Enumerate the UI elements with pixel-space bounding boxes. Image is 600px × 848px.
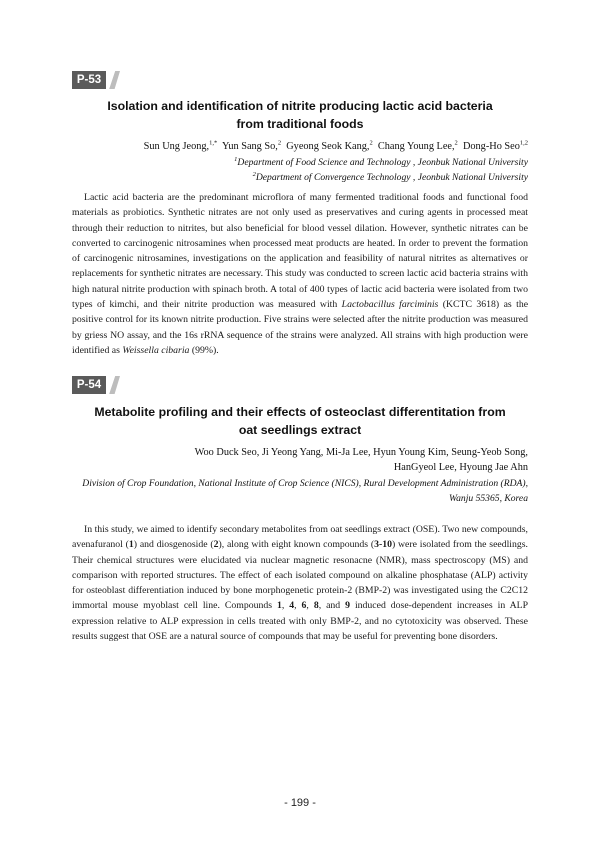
abstract-body-p53: [72, 190, 528, 358]
abstract-text: ) were isolated from the seedlings. Their chemical structures were elucidated via nuclear magnetic resonacne (NMR), mass spectroscopy (MS) and comparison with reported structures. The effect of each isolated compound on alkaline phosphatase (ALP) activity for osteoblast differentiation induced by bone morphogenetic protein-2 (BMP-2) was investigated using the C2C12 immortal mouse myoblast cell line. Compounds: [72, 539, 528, 612]
author-affil-sup: 1,2: [519, 139, 528, 147]
author-name: Gyeong Seok Kang,: [286, 141, 370, 152]
compound-number: 1: [128, 539, 134, 551]
affiliation-list-p54: [82, 476, 528, 506]
abstract-text: In this study, we aimed to identify secondary metabolites from oat seedlings extract (OSE). Two new compounds, avenafuranol (: [72, 524, 528, 551]
author-name: Sun Ung Jeong,: [143, 141, 210, 152]
abstract-text: Lactic acid bacteria are the predominant microflora of many fermented traditional foods and functional food materials as probiotics. Synthetic nitrates are not only used as preservatives and curing agents in processed meat through their reduction to nitrites, but also beneficial for blood vessel dilation. However, synthetic nitrates can be converted to carcinogenic nitrosamines when processed meat products are heated. In order to prevent the formation of carcinogenic nitrosamines, investigations on the application and feasibility of natural nitrites as alternatives or replacements for synthetic nitrates are necessary. This study was conducted to screen lactic acid bacteria strains with high natural nitrite production with spinach broth. A total of 400 types of lactic acid bacteria were isolated from two types of kimchi, and their nitrite production was measured with: [72, 192, 528, 311]
tag-stripe-decoration: [108, 376, 120, 394]
abstract-body-p54: [72, 522, 528, 644]
affiliation-list-p53: [234, 155, 528, 185]
page-number: - 199 -: [284, 797, 316, 809]
abstract-text: ,: [306, 600, 314, 612]
tag-label: P-54: [72, 376, 106, 394]
abstract-text: ), along with eight known compounds (: [218, 539, 375, 551]
affiliation-line: [234, 155, 528, 170]
abstract-text: ,: [294, 600, 302, 612]
abstract-text: , and: [318, 600, 346, 612]
title-line: from traditional foods: [236, 117, 364, 131]
author-list-p53: [144, 139, 528, 154]
title-line: Isolation and identification of nitrite producing lactic acid bacteria: [107, 99, 493, 113]
affiliation-line: Wanju 55365, Korea: [449, 493, 528, 504]
affiliation-text: Department of Convergence Technology , Jeonbuk National University: [255, 172, 528, 183]
author-affil-sup: 2: [454, 139, 458, 147]
abstract-title-p53: [90, 97, 510, 133]
author-name: Yun Sang So,: [222, 141, 278, 152]
author-name: Chang Young Lee,: [377, 141, 455, 152]
abstract-text: induced dose-dependent increases in ALP expression relative to ALP expression in cells treated with only BMP-2, and no cytotoxicity was observed. These results suggest that OSE are a natural source of compounds that may be useful for preventing bone disorders.: [72, 600, 529, 643]
compound-number: 6: [301, 600, 307, 612]
compound-number: 8: [313, 600, 319, 612]
affil-sup: 2: [252, 170, 256, 178]
species-name: Weissella cibaria: [122, 344, 190, 356]
compound-number: 4: [289, 600, 295, 612]
author-affil-sup: 2: [277, 139, 282, 147]
affiliation-text: Department of Food Science and Technology , Jeonbuk National University: [237, 157, 528, 168]
affil-sup: 1: [234, 155, 238, 163]
species-name: Lactobacillus farciminis: [341, 299, 439, 311]
affiliation-line: [234, 170, 528, 185]
abstract-tag-p53: [72, 71, 122, 89]
compound-number: 9: [345, 600, 350, 612]
compound-number: 2: [213, 539, 219, 551]
abstract-text: ) and diosgenoside (: [133, 539, 214, 551]
abstract-text: (KCTC 3618) as the positive control for its known nitrite production. Five strains were selected after the nitrite production was measured by griess NO assay, and the 16s rRNA sequence of the strains were analyzed. All strains with high production were identified as: [72, 299, 529, 356]
abstract-text: (99%).: [189, 344, 219, 356]
compound-number: 1: [276, 600, 282, 612]
abstract-title-p54: [90, 403, 510, 439]
author-line: Woo Duck Seo, Ji Yeong Yang, Mi-Ja Lee, Hyun Young Kim, Seung-Yeob Song,: [194, 447, 528, 458]
title-line: Metabolite profiling and their effects of osteoclast differentitation from: [94, 405, 506, 419]
tag-label: P-53: [72, 71, 106, 89]
compound-number: 3-10: [374, 539, 392, 551]
abstract-text: ,: [281, 600, 290, 612]
author-line: HanGyeol Lee, Hyoung Jae Ahn: [393, 462, 528, 473]
author-name: Dong-Ho Seo: [462, 141, 520, 152]
author-affil-sup: 2: [369, 139, 373, 147]
affiliation-line: Division of Crop Foundation, National Institute of Crop Science (NICS), Rural Development Administration (RDA),: [82, 478, 528, 489]
abstract-tag-p54: [72, 376, 122, 394]
author-affil-sup: 1,*: [209, 139, 218, 147]
author-list-p54: [195, 445, 528, 475]
tag-stripe-decoration: [108, 71, 120, 89]
title-line: oat seedlings extract: [238, 423, 362, 437]
